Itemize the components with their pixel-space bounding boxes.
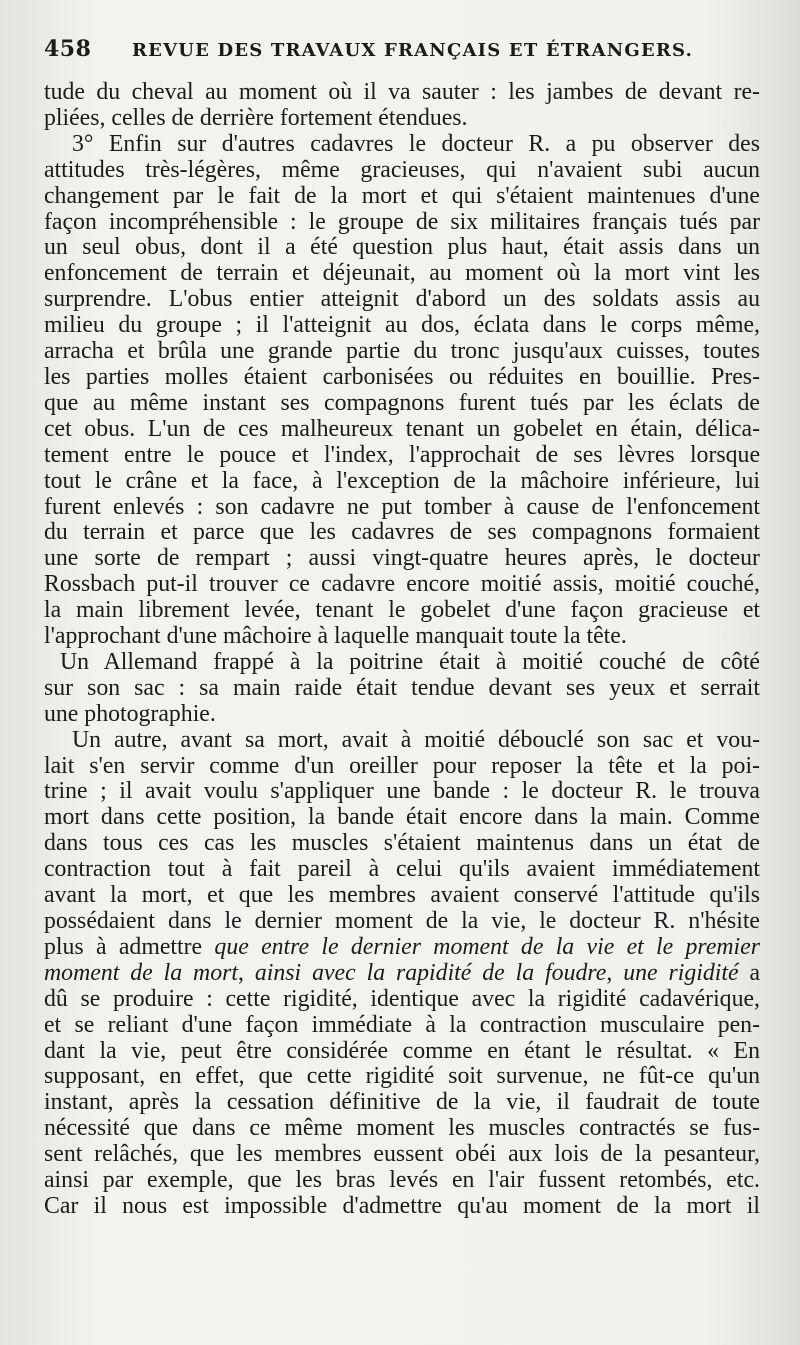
line-text: les parties molles étaient carbonisées ou réduites en bouillie. Pres- xyxy=(44,364,760,390)
text-line xyxy=(44,676,760,702)
text-line xyxy=(44,158,760,184)
line-text: pliées, celles de derrière fortement étendues. xyxy=(44,105,468,131)
text-line xyxy=(44,365,760,391)
line-text: dant la vie, peut être considérée comme en étant le résultat. « En xyxy=(44,1038,760,1064)
text-line xyxy=(44,1090,760,1116)
line-text: dans tous ces cas les muscles s'étaient maintenus dans un état de xyxy=(44,831,760,857)
line-text: attitudes très-légères, même gracieuses, qui n'avaient subi aucun xyxy=(44,157,760,183)
line-text: une photographie. xyxy=(44,701,216,727)
text-line xyxy=(44,779,760,805)
text-line xyxy=(44,391,760,417)
line-text: l'approchant d'une mâchoire à laquelle manquait toute la tête. xyxy=(44,624,627,650)
line-text: et se reliant d'une façon immédiate à la contraction musculaire pen- xyxy=(44,1012,760,1038)
text-line xyxy=(44,106,760,132)
text-line xyxy=(44,935,760,961)
line-text: enfoncement de terrain et déjeunait, au moment où la mort vint les xyxy=(44,261,760,287)
line-text: instant, après la cessation définitive de la vie, il faudrait de toute xyxy=(44,1090,760,1116)
line-text: Un Allemand frappé à la poitrine était à moitié couché de côté xyxy=(60,649,760,675)
text-line xyxy=(44,624,760,650)
line-text: sur son sac : sa main raide était tendue devant ses yeux et serrait xyxy=(44,675,760,701)
text-line xyxy=(44,184,760,210)
text-line xyxy=(44,1116,760,1142)
line-text: sent relâchés, que les membres eussent obéi aux lois de la pesanteur, xyxy=(44,1142,760,1168)
line-text: un seul obus, dont il a été question plus haut, était assis dans un xyxy=(44,235,760,261)
line-text: façon incompréhensible : le groupe de six militaires français tués par xyxy=(44,209,760,235)
line-text: que au même instant ses compagnons furent tués par les éclats de xyxy=(44,390,760,416)
line-text: milieu du groupe ; il l'atteignit au dos, éclata dans le corps même, xyxy=(44,313,760,339)
text-line xyxy=(44,1168,760,1194)
line-text: tout le crâne et la face, à l'exception de la mâchoire inférieure, lui xyxy=(44,468,760,494)
line-text: du terrain et parce que les cadavres de ses compagnons formaient xyxy=(44,520,760,546)
line-text: la main librement levée, tenant le gobelet d'une façon gracieuse et xyxy=(44,598,760,624)
text-line xyxy=(44,857,760,883)
line-text: ainsi par exemple, que les bras levés en l'air fussent retombés, etc. xyxy=(44,1168,760,1194)
italic-text: moment de la mort xyxy=(44,960,239,986)
text-line xyxy=(44,754,760,780)
text-line xyxy=(44,1194,760,1220)
text-line xyxy=(44,520,760,546)
text-line xyxy=(44,702,760,728)
line-text: Un autre, avant sa mort, avait à moitié débouclé son sac et vou- xyxy=(72,727,760,753)
line-text: 3° Enfin sur d'autres cadavres le docteur R. a pu observer des xyxy=(72,131,760,157)
page-header xyxy=(44,36,760,76)
text-line xyxy=(44,210,760,236)
line-text: tude du cheval au moment où il va sauter : les jambes de devant re- xyxy=(44,80,760,105)
line-text: surprendre. L'obus entier atteignit d'abord un des soldats assis au xyxy=(44,287,760,313)
text-line xyxy=(44,495,760,521)
text-line xyxy=(44,883,760,909)
text-line xyxy=(44,728,760,754)
text-line xyxy=(44,546,760,572)
italic-text: ainsi avec la rapidité de la foudre xyxy=(254,960,607,986)
text-line xyxy=(44,80,760,106)
text-line xyxy=(44,987,760,1013)
running-head: REVUE DES TRAVAUX FRANÇAIS ET ÉTRANGERS. xyxy=(132,40,694,61)
line-text: nécessité que dans ce même moment les muscles contractés se fus- xyxy=(44,1116,760,1142)
line-text: cet obus. L'un de ces malheureux tenant un gobelet en étain, délica- xyxy=(44,416,760,442)
line-text: furent enlevés : son cadavre ne put tomber à cause de l'enfoncement xyxy=(44,494,760,520)
text-line xyxy=(44,1013,760,1039)
text-line xyxy=(44,1064,760,1090)
line-text: arracha et brûla une grande partie du tronc jusqu'aux cuisses, toutes xyxy=(44,339,760,365)
line-text: contraction tout à fait pareil à celui qu'ils avaient immédiatement xyxy=(44,857,760,883)
line-text: possédaient dans le dernier moment de la vie, le docteur R. n'hésite xyxy=(44,909,760,934)
line-text: dû se produire : cette rigidité, identique avec la rigidité cadavérique, xyxy=(44,986,760,1012)
text-line xyxy=(44,313,760,339)
line-text: tement entre le pouce et l'index, l'approchait de ses lèvres lorsque xyxy=(44,442,760,468)
text-line xyxy=(44,805,760,831)
text-line xyxy=(44,469,760,495)
text-line xyxy=(44,909,760,935)
text-line xyxy=(44,1142,760,1168)
line-text: lait s'en servir comme d'un oreiller pour reposer la tête et la poi- xyxy=(44,753,760,779)
text-line xyxy=(44,572,760,598)
line-text: une sorte de rempart ; aussi vingt-quatre heures après, le docteur xyxy=(44,546,760,572)
text-line xyxy=(44,650,760,676)
line-text: a xyxy=(738,960,760,986)
line-text: Car il nous est impossible d'admettre qu'au moment de la mort il xyxy=(44,1193,760,1219)
text-line xyxy=(44,132,760,158)
text-line xyxy=(44,598,760,624)
text-line xyxy=(44,261,760,287)
text-line xyxy=(44,417,760,443)
line-text: , xyxy=(606,960,624,986)
line-text: , xyxy=(238,960,255,986)
line-text: plus à admettre xyxy=(44,934,215,960)
italic-text: que entre le dernier moment de la vie et le premier xyxy=(214,934,760,960)
text-line xyxy=(44,287,760,313)
text-line xyxy=(44,1039,760,1065)
line-text: supposant, en effet, que cette rigidité soit survenue, ne fût-ce qu'un xyxy=(44,1064,760,1090)
text-line xyxy=(44,443,760,469)
page-number: 458 xyxy=(44,36,92,62)
line-text: changement par le fait de la mort et qui s'étaient maintenues d'une xyxy=(44,183,760,209)
text-line xyxy=(44,961,760,987)
line-text: avant la mort, et que les membres avaient conservé l'attitude qu'ils xyxy=(44,883,760,909)
line-text: trine ; il avait voulu s'appliquer une bande : le docteur R. le trouva xyxy=(44,779,760,805)
body-text xyxy=(44,80,760,1220)
text-line xyxy=(44,339,760,365)
text-line xyxy=(44,831,760,857)
line-text: mort dans cette position, la bande était encore dans la main. Comme xyxy=(44,805,760,831)
text-line xyxy=(44,235,760,261)
line-text: Rossbach put-il trouver ce cadavre encore moitié assis, moitié couché, xyxy=(44,572,760,598)
italic-text: une rigidité xyxy=(623,960,739,986)
